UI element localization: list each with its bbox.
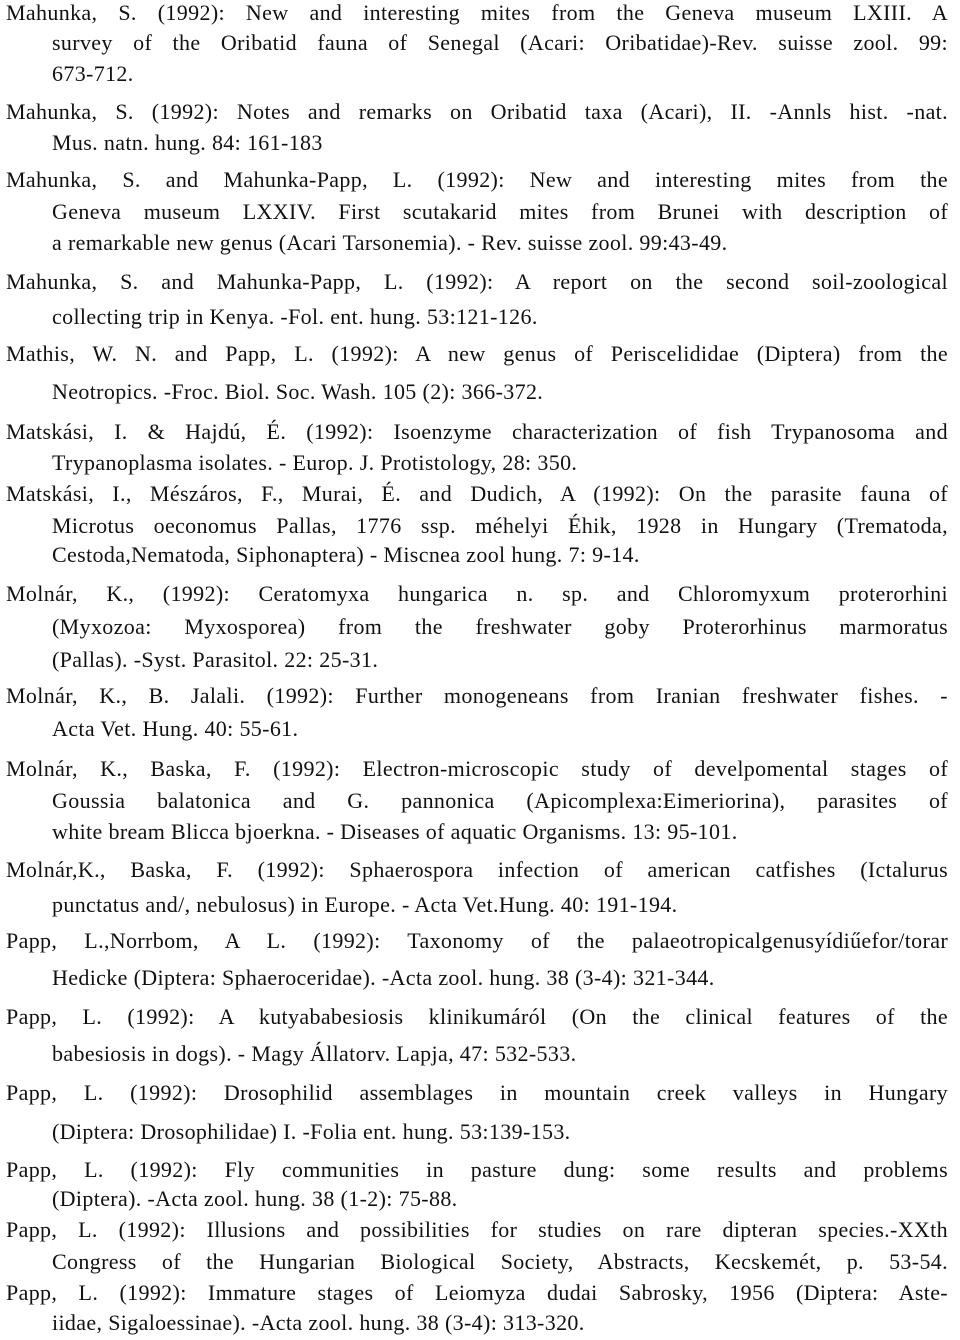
reference-line: Mahunka, S. (1992): New and interesting mites from the Geneva museum LXIII. A	[6, 0, 948, 25]
reference-line: Congress of the Hungarian Biological Society, Abstracts, Kecskemét, p. 53-54.	[52, 1249, 948, 1274]
reference-line: babesiosis in dogs). - Magy Állatorv. Lapja, 47: 532-533.	[52, 1041, 577, 1066]
reference-line: white bream Blicca bjoerkna. - Diseases of aquatic Organisms. 13: 95-101.	[52, 819, 738, 844]
reference-line: Papp, L. (1992): Drosophilid assemblages in mountain creek valleys in Hungary	[6, 1080, 948, 1105]
reference-line: iidae, Sigaloessinae). -Acta zool. hung. 38 (3-4): 313-320.	[52, 1310, 585, 1335]
reference-line: punctatus and/, nebulosus) in Europe. - Acta Vet.Hung. 40: 191-194.	[52, 892, 678, 917]
reference-line: Papp, L. (1992): Fly communities in pasture dung: some results and problems	[6, 1157, 948, 1182]
reference-line: Papp, L. (1992): A kutyababesiosis klinikumáról (On the clinical features of the	[6, 1004, 948, 1029]
reference-line: Papp, L.,Norrbom, A L. (1992): Taxonomy of the palaeotropicalgenusyídiűefor/torar	[6, 928, 948, 953]
reference-line: Acta Vet. Hung. 40: 55-61.	[52, 716, 299, 741]
reference-line: Cestoda,Nematoda, Siphonaptera) - Miscnea zool hung. 7: 9-14.	[52, 542, 640, 567]
reference-line: Molnár, K., B. Jalali. (1992): Further monogeneans from Iranian freshwater fishes. -	[6, 683, 948, 708]
reference-line: Molnár,K., Baska, F. (1992): Sphaerospora infection of american catfishes (Ictalurus	[6, 857, 948, 882]
reference-line: Matskási, I. & Hajdú, É. (1992): Isoenzyme characterization of fish Trypanosoma and	[6, 419, 948, 444]
reference-line: Molnár, K., (1992): Ceratomyxa hungarica n. sp. and Chloromyxum proterorhini	[6, 581, 948, 606]
reference-line: a remarkable new genus (Acari Tarsonemia). - Rev. suisse zool. 99:43-49.	[52, 230, 728, 255]
reference-line: Mahunka, S. (1992): Notes and remarks on Oribatid taxa (Acari), II. -Annls hist. -nat.	[6, 99, 948, 124]
reference-line: Neotropics. -Froc. Biol. Soc. Wash. 105 (2): 366-372.	[52, 379, 544, 404]
reference-line: (Pallas). -Syst. Parasitol. 22: 25-31.	[52, 647, 379, 672]
reference-line: Papp, L. (1992): Illusions and possibilities for studies on rare dipteran species.-XXth	[6, 1217, 948, 1242]
reference-line: collecting trip in Kenya. -Fol. ent. hung. 53:121-126.	[52, 304, 538, 329]
reference-line: Trypanoplasma isolates. - Europ. J. Protistology, 28: 350.	[52, 450, 578, 475]
reference-line: Geneva museum LXXIV. First scutakarid mites from Brunei with description of	[52, 199, 948, 224]
reference-line: Molnár, K., Baska, F. (1992): Electron-microscopic study of develpomental stages of	[6, 756, 948, 781]
reference-line: Hedicke (Diptera: Sphaeroceridae). -Acta zool. hung. 38 (3-4): 321-344.	[52, 965, 715, 990]
reference-line: Goussia balatonica and G. pannonica (Apicomplexa:Eimeriorina), parasites of	[52, 788, 948, 813]
reference-line: Mahunka, S. and Mahunka-Papp, L. (1992): A report on the second soil-zoological	[6, 269, 948, 294]
reference-line: 673-712.	[52, 61, 134, 86]
reference-line: (Diptera). -Acta zool. hung. 38 (1-2): 75-88.	[52, 1186, 458, 1211]
reference-line: (Diptera: Drosophilidae) I. -Folia ent. hung. 53:139-153.	[52, 1119, 571, 1144]
reference-line: Papp, L. (1992): Immature stages of Leiomyza dudai Sabrosky, 1956 (Diptera: Aste-	[6, 1280, 948, 1305]
reference-line: survey of the Oribatid fauna of Senegal (Acari: Oribatidae)-Rev. suisse zool. 99:	[52, 30, 948, 55]
reference-line: Mahunka, S. and Mahunka-Papp, L. (1992): New and interesting mites from the	[6, 167, 948, 192]
reference-line: Mus. natn. hung. 84: 161-183	[52, 130, 323, 155]
reference-line: Mathis, W. N. and Papp, L. (1992): A new genus of Periscelididae (Diptera) from the	[6, 341, 948, 366]
reference-line: Microtus oeconomus Pallas, 1776 ssp. méhelyi Éhik, 1928 in Hungary (Trematoda,	[52, 513, 948, 538]
reference-line: Matskási, I., Mészáros, F., Murai, É. and Dudich, A (1992): On the parasite fauna of	[6, 481, 948, 506]
reference-line: (Myxozoa: Myxosporea) from the freshwater goby Proterorhinus marmoratus	[52, 614, 948, 639]
